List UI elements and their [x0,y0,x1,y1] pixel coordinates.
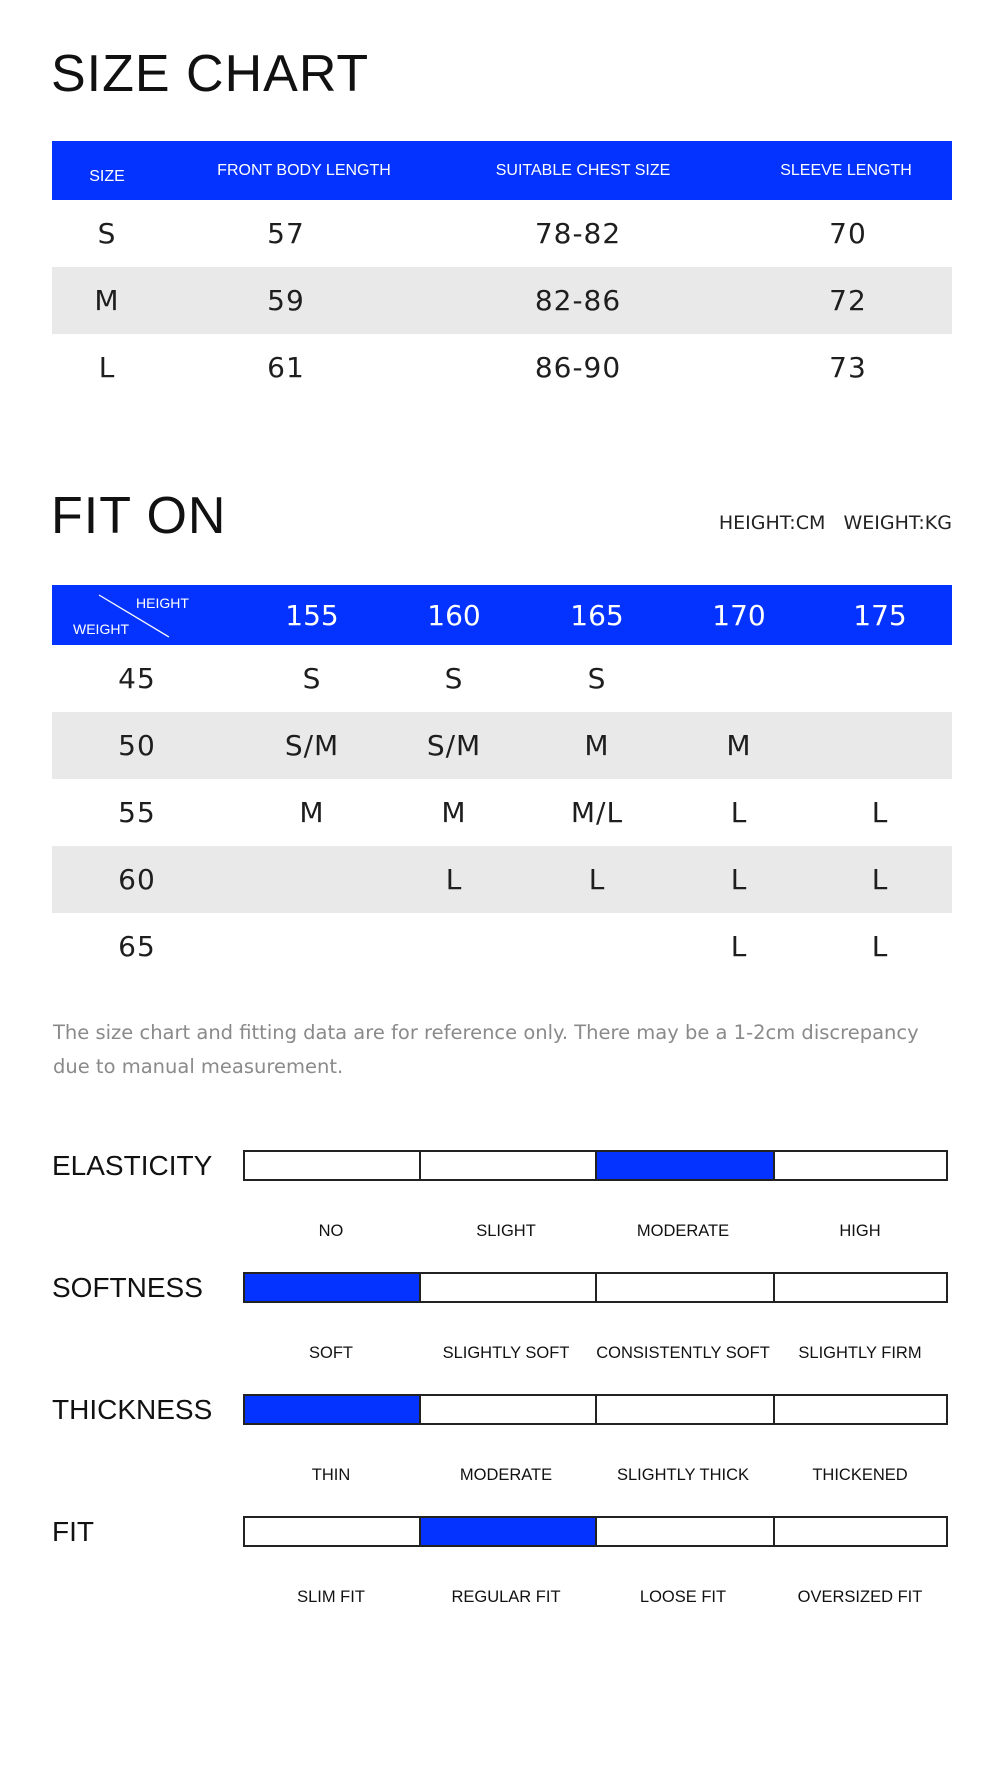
scale-option-label: MODERATE [636,1222,730,1240]
scale-option-label: SLIGHTLY THICK [616,1466,750,1484]
fit-size-cell: L [445,863,463,896]
scale-segment-selected [245,1396,419,1423]
height-header: 170 [712,598,766,632]
units-label: HEIGHT:CM WEIGHT:KG [718,512,952,534]
fit-size-cell: L [588,863,606,896]
scale-segment [773,1396,946,1423]
fit-size-cell: S [587,662,607,695]
scale-option-label: REGULAR FIT [451,1588,561,1606]
weight-cell: 50 [118,729,156,762]
size-cell: L [98,351,116,384]
size-chart-header [52,141,952,200]
scale-segment [773,1274,946,1301]
fit-size-cell: S/M [426,729,482,762]
fit-size-cell: L [730,863,748,896]
size-chart-table [52,141,952,401]
weight-cell: 65 [118,930,156,963]
fit-size-cell: M/L [570,796,624,829]
height-header: 165 [570,598,624,632]
fit-size-cell: S [302,662,322,695]
fit-size-cell: L [730,796,748,829]
fit-size-cell: M [299,796,325,829]
fit-on-table [52,585,952,980]
scale-segment [245,1518,419,1545]
scale-segment [773,1152,946,1179]
table-row [52,712,952,779]
scale-segment [419,1396,595,1423]
fit-size-cell: M [584,729,610,762]
header-sleeve-length: SLEEVE LENGTH [780,161,912,179]
height-header: 155 [285,598,339,632]
scale-segment-selected [245,1274,419,1301]
fit-on-header [52,585,952,645]
chest-cell: 78-82 [534,217,622,250]
scale-option-label: HIGH [839,1222,881,1240]
scale-segment [595,1274,773,1301]
fit-size-cell: L [730,930,748,963]
front-length-cell: 57 [267,217,305,250]
chest-cell: 86-90 [534,351,622,384]
corner-height-label: HEIGHT [136,595,189,611]
scale-option-label: SLIGHTLY SOFT [442,1344,570,1362]
header-front-body-length: FRONT BODY LENGTH [217,161,391,179]
attribute-scale [243,1150,948,1181]
header-chest-size: SUITABLE CHEST SIZE [495,161,671,179]
scale-option-label: THICKENED [812,1466,908,1484]
table-row [52,200,952,267]
scale-segment [595,1396,773,1423]
scale-segment [419,1152,595,1179]
attribute-scale [243,1516,948,1547]
chest-cell: 82-86 [534,284,622,317]
scale-option-label: SLIM FIT [297,1588,365,1606]
fit-size-cell: L [871,863,889,896]
attribute-scale [243,1272,948,1303]
table-row [52,913,952,980]
fit-size-cell: L [871,930,889,963]
fit-size-cell: M [726,729,752,762]
scale-option-label: THIN [311,1466,351,1484]
scale-segment [773,1518,946,1545]
sleeve-cell: 72 [829,284,867,317]
table-row [52,334,952,401]
fit-on-body [52,645,952,980]
attribute-label: SOFTNESS [52,1272,203,1303]
attribute-label: FIT [52,1516,94,1547]
scale-option-label: SOFT [309,1344,353,1362]
fit-size-cell: S/M [284,729,340,762]
front-length-cell: 61 [267,351,305,384]
table-row [52,645,952,712]
scale-option-label: CONSISTENTLY SOFT [596,1344,770,1362]
corner-weight-label: WEIGHT [73,621,129,637]
sleeve-cell: 70 [829,217,867,250]
height-header: 160 [427,598,481,632]
table-row [52,779,952,846]
scale-segment [595,1518,773,1545]
header-size: SIZE [89,167,125,185]
attribute-label: THICKNESS [52,1394,213,1425]
fit-size-cell: M [441,796,467,829]
sleeve-cell: 73 [829,351,867,384]
attribute-scale [243,1394,948,1425]
height-weight-corner [52,585,242,645]
weight-cell: 55 [118,796,156,829]
disclaimer-note: The size chart and fitting data are for reference only. There may be a 1-2cm discrepancy due to manual measurement. [53,1021,919,1078]
weight-cell: 45 [118,662,156,695]
scale-segment [419,1274,595,1301]
attribute-label: ELASTICITY [52,1150,213,1181]
scale-segment [245,1152,419,1179]
scale-option-label: OVERSIZED FIT [797,1588,923,1606]
fit-size-cell: L [871,796,889,829]
scale-segment-selected [419,1518,595,1545]
size-chart-title: SIZE CHART [51,45,370,103]
fit-on-title: FIT ON [51,487,227,545]
table-row [52,267,952,334]
scale-option-label: NO [318,1222,344,1240]
table-row [52,846,952,913]
scale-option-label: MODERATE [459,1466,553,1484]
height-header: 175 [853,598,907,632]
size-cell: M [94,284,120,317]
scale-option-label: SLIGHT [476,1222,536,1240]
fit-size-cell: S [444,662,464,695]
scale-option-label: SLIGHTLY FIRM [798,1344,922,1362]
size-cell: S [97,217,117,250]
front-length-cell: 59 [267,284,305,317]
scale-option-label: LOOSE FIT [639,1588,727,1606]
weight-cell: 60 [118,863,156,896]
scale-segment-selected [595,1152,773,1179]
